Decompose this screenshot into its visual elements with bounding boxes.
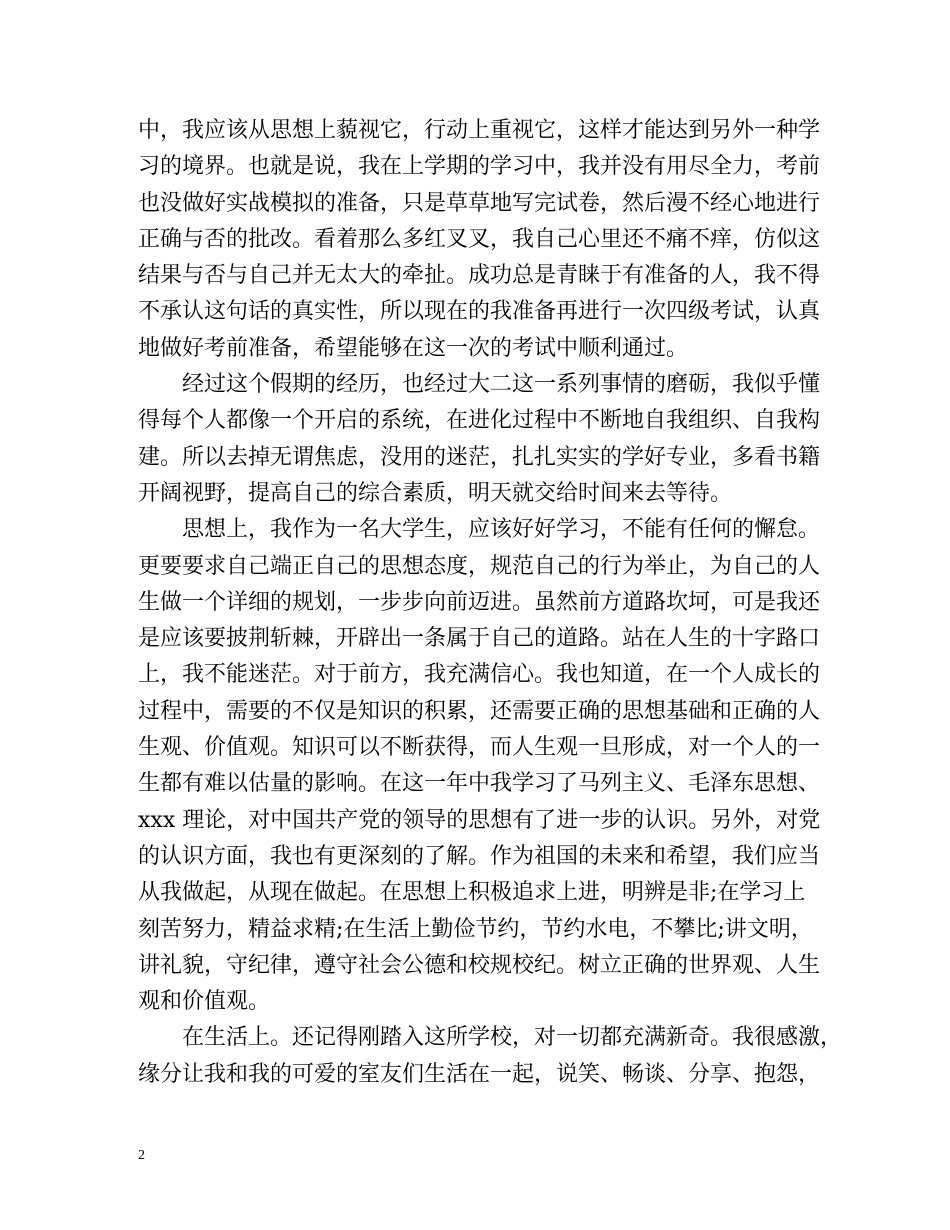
- text-line: 开阔视野，提高自己的综合素质，明天就交给时间来去等待。: [138, 480, 733, 506]
- text-line: 得每个人都像一个开启的系统，在进化过程中不断地自我组织、自我构: [138, 408, 821, 434]
- text-line: 上，我不能迷茫。对于前方，我充满信心。我也知道，在一个人成长的: [138, 662, 821, 688]
- text-line: 从我做起，从现在做起。在思想上积极追求上进，明辨是非;在学习上: [138, 880, 806, 906]
- text-line: 正确与否的批改。看着那么多红叉叉，我自己心里还不痛不痒，仿似这: [138, 226, 821, 252]
- paragraph-first-line: 经过这个假期的经历，也经过大二这一系列事情的磨砺，我似乎懂: [182, 372, 821, 398]
- text-line: 中，我应该从思想上藐视它，行动上重视它，这样才能达到另外一种学: [138, 118, 821, 143]
- page-number: 2: [138, 1148, 145, 1163]
- text-line: 的认识方面，我也有更深刻的了解。作为祖国的未来和希望，我们应当: [138, 843, 821, 869]
- text-line: 生都有难以估量的影响。在这一年中我学习了马列主义、毛泽东思想、: [138, 771, 821, 797]
- text-line: 过程中，需要的不仅是知识的积累，还需要正确的思想基础和正确的人: [138, 698, 821, 724]
- body-text: [138, 113, 843, 1093]
- text-line: 生观、价值观。知识可以不断获得，而人生观一旦形成，对一个人的一: [138, 735, 821, 761]
- text-line: 缘分让我和我的可爱的室友们生活在一起，说笑、畅谈、分享、抱怨，: [138, 1061, 821, 1087]
- text-line: 建。所以去掉无谓焦虑，没用的迷茫，扎扎实实的学好专业，多看书籍: [138, 444, 821, 470]
- text-line: 讲礼貌，守纪律，遵守社会公德和校规校纪。树立正确的世界观、人生: [138, 952, 821, 978]
- text-line: 也没做好实战模拟的准备，只是草草地写完试卷，然后漫不经心地进行: [138, 190, 821, 216]
- paragraph-first-line: 思想上，我作为一名大学生，应该好好学习，不能有任何的懈怠。: [182, 517, 821, 543]
- text-line: 刻苦努力，精益求精;在生活上勤俭节约，节约水电，不攀比;讲文明，: [138, 916, 813, 942]
- text-line: xxx 理论，对中国共产党的领导的思想有了进一步的认识。另外，对党: [138, 807, 821, 833]
- text-line: 习的境界。也就是说，我在上学期的学习中，我并没有用尽全力，考前: [138, 154, 821, 180]
- paragraph-first-line: 在生活上。还记得刚踏入这所学校，对一切都充满新奇。我很感激，: [182, 1025, 843, 1051]
- text-line: 生做一个详细的规划，一步步向前迈进。虽然前方道路坎坷，可是我还: [138, 589, 821, 615]
- text-line: 不承认这句话的真实性，所以现在的我准备再进行一次四级考试，认真: [138, 299, 821, 325]
- text-line: 是应该要披荆斩棘，开辟出一条属于自己的道路。站在人生的十字路口: [138, 626, 821, 652]
- text-line: 地做好考前准备，希望能够在这一次的考试中顺利通过。: [138, 335, 689, 361]
- text-line: 更要要求自己端正自己的思想态度，规范自己的行为举止，为自己的人: [138, 553, 821, 579]
- text-line: 结果与否与自己并无太大的牵扯。成功总是青睐于有准备的人，我不得: [138, 263, 821, 289]
- text-line: 观和价值观。: [138, 989, 271, 1015]
